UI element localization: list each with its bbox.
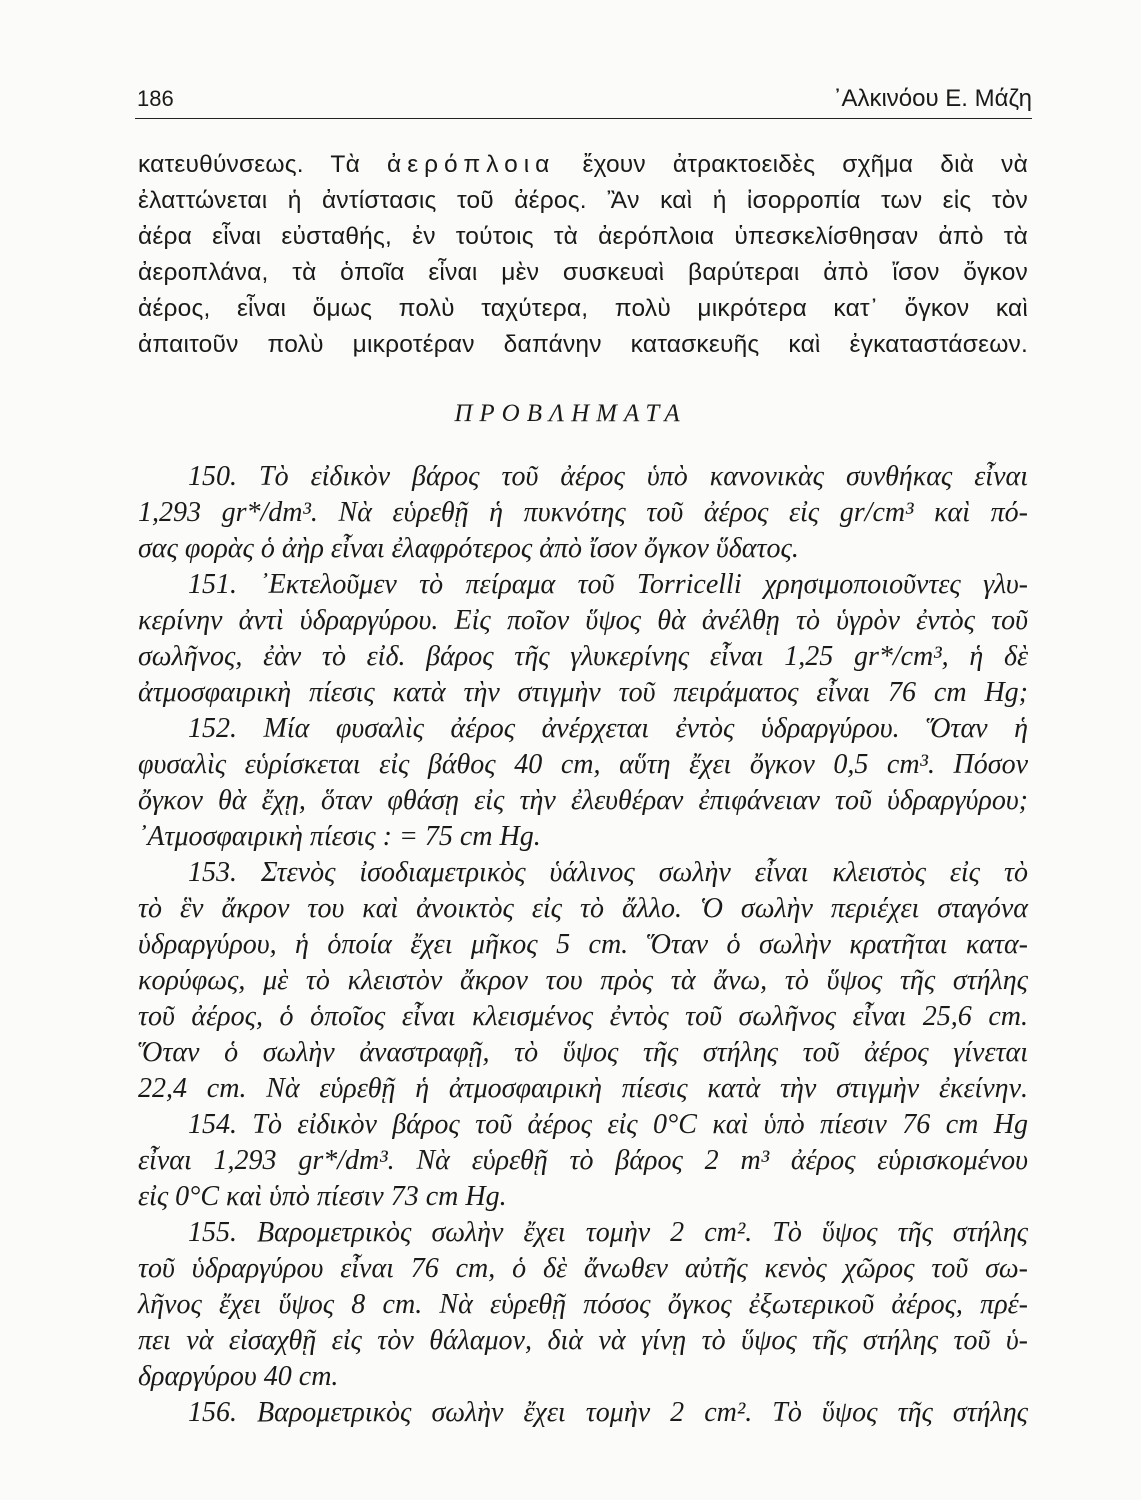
problem-152-line-3: ὄγκον θὰ ἔχῃ, ὅταν φθάσῃ εἰς τὴν ἐλευθέραν ἐπιφάνειαν τοῦ ὑδραργύρου; [138,785,1028,816]
intro-text: κατευθύνσεως. Τὰ [138,151,388,178]
problem-155-line-4: πει νὰ εἰσαχθῇ εἰς τὸν θάλαμον, διὰ νὰ γίνῃ τὸ ὕψος τῆς στήλης τοῦ ὑ- [138,1325,1028,1356]
section-heading: ΠΡΟΒΛΗΜΑΤΑ [454,400,687,427]
problem-153-line-6: Ὅταν ὁ σωλὴν ἀναστραφῇ, τὸ ὕψος τῆς στήλης τοῦ ἀέρος γίνεται [138,1037,1028,1068]
problem-151-line-4: ἀτμοσφαιρικὴ πίεσις κατὰ τὴν στιγμὴν τοῦ πειράματος εἶναι 76 cm Hg; [138,677,1028,708]
problem-156-line-1: 156. Βαρομετρικὸς σωλὴν ἔχει τομὴν 2 cm². Τὸ ὕψος τῆς στήλης [188,1397,1028,1428]
problem-151-line-1: 151. ᾿Εκτελοῦμεν τὸ πείραμα τοῦ Torricelli χρησιμοποιοῦντες γλυ- [188,569,1028,600]
problem-153-line-5: τοῦ ἀέρος, ὁ ὁποῖος εἶναι κλεισμένος ἐντὸς τοῦ σωλῆνος εἶναι 25,6 cm. [138,1001,1028,1032]
problem-155-line-5: δραργύρου 40 cm. [138,1361,339,1392]
intro-line-1 [138,147,1028,183]
problem-152-line-4: ᾿Ατμοσφαιρικὴ πίεσις : = 75 cm Hg. [138,821,541,852]
problem-155-line-3: λῆνος ἔχει ὕψος 8 cm. Νὰ εὑρεθῇ πόσος ὄγκος ἐξωτερικοῦ ἀέρος, πρέ- [138,1289,1028,1320]
intro-line-5: ἀέρος, εἶναι ὅμως πολὺ ταχύτερα, πολὺ μικρότερα κατ᾿ ὄγκον καὶ [138,295,1028,322]
page-number: 186 [137,86,174,111]
intro-text: ἔχουν ἀτρακτοειδὲς σχῆμα διὰ νὰ [555,151,1028,178]
problem-155-line-1: 155. Βαρομετρικὸς σωλὴν ἔχει τομὴν 2 cm². Τὸ ὕψος τῆς στήλης [188,1217,1028,1248]
intro-line-4: ἀεροπλάνα, τὰ ὁποῖα εἶναι μὲν συσκευαὶ βαρύτεραι ἀπὸ ἴσον ὄγκον [138,259,1028,286]
problem-153-line-2: τὸ ἓν ἄκρον του καὶ ἀνοικτὸς εἰς τὸ ἄλλο. Ὁ σωλὴν περιέχει σταγόνα [138,893,1028,924]
problem-150-line-3: σας φορὰς ὁ ἀὴρ εἶναι ἐλαφρότερος ἀπὸ ἴσον ὄγκον ὕδατος. [138,533,799,564]
page-header [135,84,1032,119]
intro-line-3: ἀέρα εἶναι εὐσταθής, ἐν τούτοις τὰ ἀερόπλοια ὑπεσκελίσθησαν ἀπὸ τὰ [138,223,1028,250]
problem-151-line-3: σωλῆνος, ἐὰν τὸ εἰδ. βάρος τῆς γλυκερίνης εἶναι 1,25 gr*/cm³, ἡ δὲ [138,641,1028,672]
problem-153-line-1: 153. Στενὸς ἰσοδιαμετρικὸς ὑάλινος σωλὴν εἶναι κλειστὸς εἰς τὸ [188,857,1028,888]
problem-153-line-3: ὑδραργύρου, ἡ ὁποία ἔχει μῆκος 5 cm. Ὅταν ὁ σωλὴν κρατῆται κατα- [138,929,1028,960]
intro-line-2: ἐλαττώνεται ἡ ἀντίστασις τοῦ ἀέρος. Ἂν καὶ ἡ ἰσορροπία των εἰς τὸν [138,187,1028,214]
problem-154-line-2: εἶναι 1,293 gr*/dm³. Νὰ εὑρεθῇ τὸ βάρος 2 m³ ἀέρος εὑρισκομένου [138,1145,1028,1176]
problem-154-line-1: 154. Τὸ εἰδικὸν βάρος τοῦ ἀέρος εἰς 0°C καὶ ὑπὸ πίεσιν 76 cm Hg [188,1109,1028,1140]
problem-152-line-2: φυσαλὶς εὑρίσκεται εἰς βάθος 40 cm, αὕτη ἔχει ὄγκον 0,5 cm³. Πόσον [138,749,1028,780]
intro-spaced-word: ἀερόπλοια [387,151,556,178]
problem-153-line-4: κορύφως, μὲ τὸ κλειστὸν ἄκρον του πρὸς τὰ ἄνω, τὸ ὕψος τῆς στήλης [138,965,1028,996]
problem-154-line-3: εἰς 0°C καὶ ὑπὸ πίεσιν 73 cm Hg. [138,1181,507,1212]
running-title: ᾿Αλκινόου Ε. Μάζη [833,85,1032,112]
problem-151-line-2: κερίνην ἀντὶ ὑδραργύρου. Εἰς ποῖον ὕψος θὰ ἀνέλθῃ τὸ ὑγρὸν ἐντὸς τοῦ [138,605,1028,636]
intro-line-6: ἀπαιτοῦν πολὺ μικροτέραν δαπάνην κατασκευῆς καὶ ἐγκαταστάσεων. [138,331,1028,358]
problem-150-line-2: 1,293 gr*/dm³. Νὰ εὑρεθῇ ἡ πυκνότης τοῦ ἀέρος εἰς gr/cm³ καὶ πό- [138,497,1028,528]
problem-152-line-1: 152. Μία φυσαλὶς ἀέρος ἀνέρχεται ἐντὸς ὑδραργύρου. Ὅταν ἡ [188,713,1028,744]
problem-153-line-7: 22,4 cm. Νὰ εὑρεθῇ ἡ ἀτμοσφαιρικὴ πίεσις κατὰ τὴν στιγμὴν ἐκείνην. [138,1073,1028,1104]
problem-155-line-2: τοῦ ὑδραργύρου εἶναι 76 cm, ὁ δὲ ἄνωθεν αὐτῆς κενὸς χῶρος τοῦ σω- [138,1253,1028,1284]
problem-150-line-1: 150. Τὸ εἰδικὸν βάρος τοῦ ἀέρος ὑπὸ κανονικὰς συνθήκας εἶναι [188,461,1028,492]
